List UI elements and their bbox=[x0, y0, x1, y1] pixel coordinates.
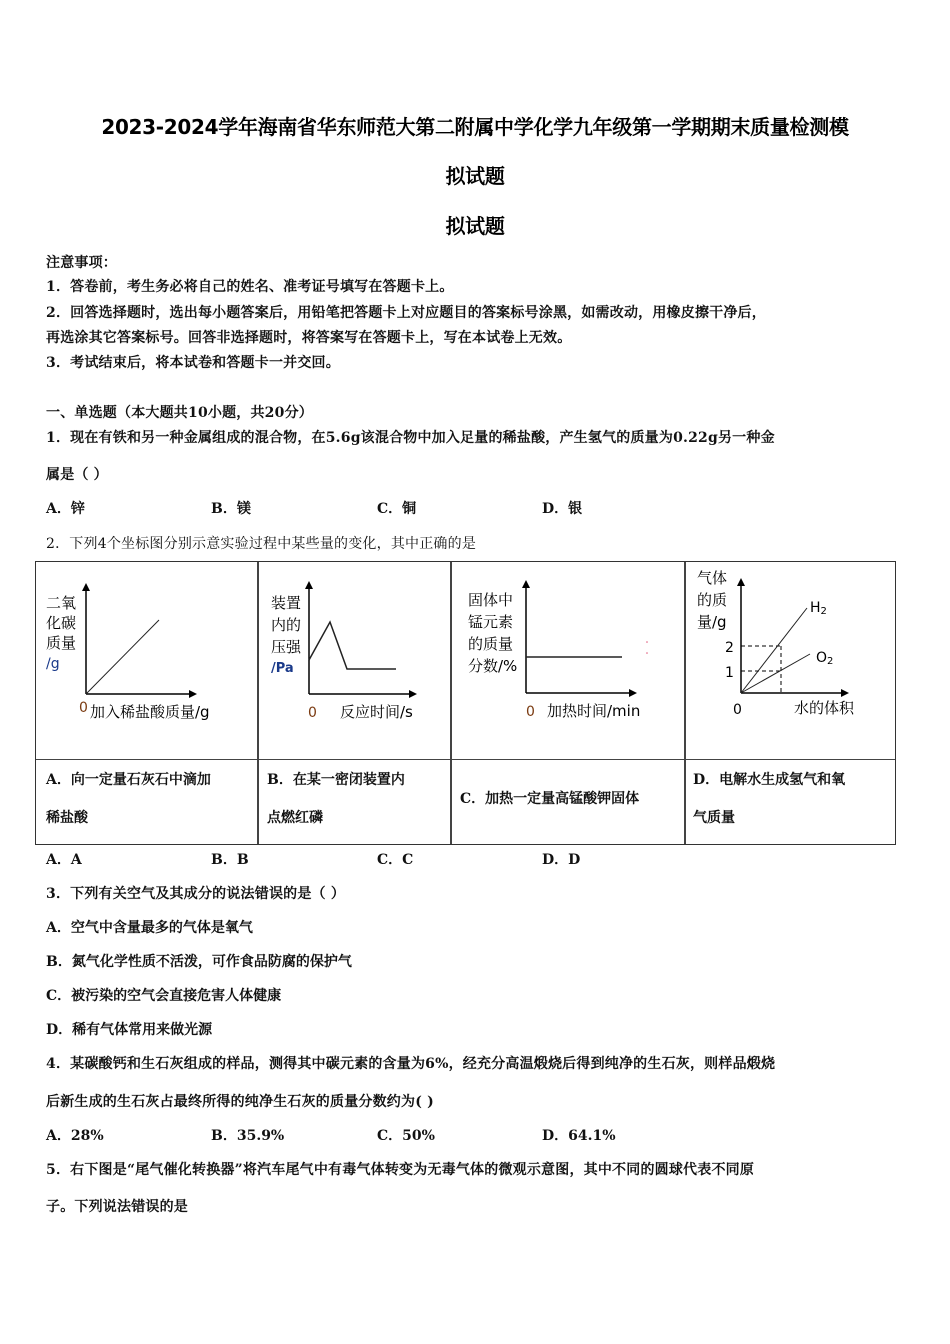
graph-c-caption: C．加热一定量高锰酸钾固体 bbox=[460, 791, 640, 807]
q3-option-a[interactable]: A．空气中含量最多的气体是氧气 bbox=[46, 920, 253, 936]
graph-b-ylabel: 装置内的压强/Pa bbox=[271, 594, 302, 676]
question-4-stem-cont: 后新生成的生石灰占最终所得的纯净生石灰的质量分数约为( ) bbox=[46, 1094, 434, 1110]
graph-a bbox=[46, 585, 210, 721]
graph-d-caption: D．电解水生成氢气和氧 气质量 bbox=[693, 772, 846, 826]
q2-option-b[interactable]: B．B bbox=[211, 852, 249, 868]
graph-d-ylabel: 气体的质量/g bbox=[697, 569, 728, 631]
question-3-stem: 3．下列有关空气及其成分的说法错误的是（ ） bbox=[46, 886, 346, 902]
question-5-stem-cont: 子。下列说法错误的是 bbox=[46, 1199, 188, 1215]
q3-option-b[interactable]: B．氮气化学性质不活泼，可作食品防腐的保护气 bbox=[46, 954, 352, 970]
question-5-stem: 5．右下图是“尾气催化转换器”将汽车尾气中有毒气体转变为无毒气体的微观示意图，其中不同的圆球代表不同原 bbox=[46, 1162, 755, 1178]
graph-a-xlabel: 加入稀盐酸质量/g bbox=[90, 703, 210, 721]
question-2-stem: 2．下列4个坐标图分别示意实验过程中某些量的变化，其中正确的是 bbox=[46, 536, 477, 552]
notice-heading: 注意事项： bbox=[46, 255, 117, 271]
q4-option-a[interactable]: A．28% bbox=[46, 1128, 104, 1144]
q3-option-d[interactable]: D．稀有气体常用来做光源 bbox=[46, 1022, 213, 1038]
graph-a-ylabel: 二氧化碳质量/g bbox=[46, 594, 77, 672]
document-subtitle: 拟试题 bbox=[445, 214, 505, 238]
graph-b bbox=[271, 583, 415, 721]
notice-item-1: 1．答卷前，考生务必将自己的姓名、准考证号填写在答题卡上。 bbox=[46, 279, 454, 295]
q2-option-c[interactable]: C．C bbox=[377, 852, 414, 868]
q4-option-c[interactable]: C．50% bbox=[377, 1128, 435, 1144]
q2-option-a[interactable]: A．A bbox=[46, 852, 82, 868]
graph-b-xlabel: 反应时间/s bbox=[340, 703, 413, 721]
graph-b-origin: 0 bbox=[308, 705, 317, 721]
document-title-line1: 2023-2024学年海南省华东师范大第二附属中学化学九年级第一学期期末质量检测模 bbox=[101, 115, 849, 139]
question-1-stem: 1．现在有铁和另一种金属组成的混合物，在5.6g该混合物中加入足量的稀盐酸，产生氢气的质量为0.22g另一种金 bbox=[46, 430, 775, 446]
question-4-stem: 4．某碳酸钙和生石灰组成的样品，测得其中碳元素的含量为6%，经充分高温煅烧后得到纯净的生石灰，则样品煅烧 bbox=[46, 1056, 776, 1072]
q1-option-c[interactable]: C．铜 bbox=[377, 501, 417, 517]
graph-d-origin: 0 bbox=[733, 702, 742, 718]
q3-option-c[interactable]: C．被污染的空气会直接危害人体健康 bbox=[46, 988, 282, 1004]
graph-c-xlabel: 加热时间/min bbox=[547, 702, 641, 720]
question-1-stem-cont: 属是（ ） bbox=[46, 467, 108, 483]
q1-option-a[interactable]: A．锌 bbox=[46, 501, 85, 517]
section-heading: 一、单选题（本大题共10小题，共20分） bbox=[46, 405, 313, 421]
q4-option-d[interactable]: D．64.1% bbox=[542, 1128, 616, 1144]
graph-b-caption: B．在某一密闭装置内 点燃红磷 bbox=[267, 772, 405, 826]
graph-c bbox=[468, 582, 648, 720]
graph-d-xlabel: 水的体积 bbox=[794, 699, 855, 717]
graph-c-origin: 0 bbox=[526, 704, 535, 720]
q1-option-d[interactable]: D．银 bbox=[542, 501, 583, 517]
graph-a-origin: 0 bbox=[79, 700, 88, 716]
notice-item-2: 2．回答选择题时，选出每小题答案后，用铅笔把答题卡上对应题目的答案标号涂黑，如需改动，用橡皮擦干净后， bbox=[46, 305, 766, 321]
graph-d-o2-label: O2 bbox=[816, 650, 834, 667]
q2-option-d[interactable]: D．D bbox=[542, 852, 581, 868]
graph-d bbox=[697, 569, 855, 718]
graph-d-tick-1: 1 bbox=[725, 665, 734, 681]
graph-d-h2-label: H2 bbox=[810, 600, 827, 617]
q1-option-b[interactable]: B．镁 bbox=[211, 501, 251, 517]
document-title-line2: 拟试题 bbox=[445, 164, 505, 188]
graph-d-tick-2: 2 bbox=[725, 640, 734, 656]
graph-c-ylabel: 固体中锰元素的质量分数/% bbox=[468, 591, 518, 675]
graph-a-caption: A．向一定量石灰石中滴加 稀盐酸 bbox=[46, 772, 211, 826]
notice-item-2-cont: 再选涂其它答案标号。回答非选择题时，将答案写在答题卡上，写在本试卷上无效。 bbox=[46, 330, 572, 346]
notice-item-3: 3．考试结束后，将本试卷和答题卡一并交回。 bbox=[46, 355, 340, 371]
q4-option-b[interactable]: B．35.9% bbox=[211, 1128, 285, 1144]
